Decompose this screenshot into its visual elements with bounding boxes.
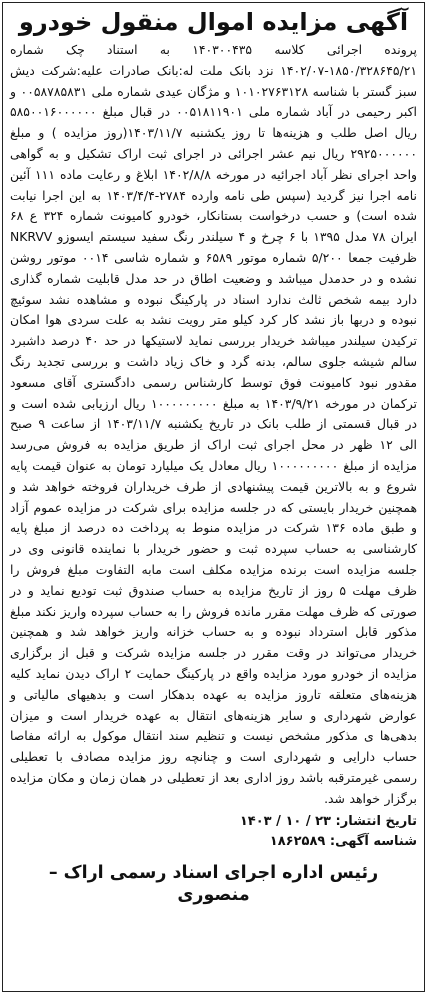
ad-id: شناسه آگهی: ۱۸۶۲۵۸۹ [269, 834, 417, 850]
notice-frame [2, 2, 425, 992]
signature-line: رئیس اداره اجرای اسناد رسمی اراک – منصوری [48, 863, 379, 906]
notice-body: پرونده اجرائی کلاسه ۱۴۰۳۰۰۴۳۵ به استناد چک شماره ۱۸۵۰/۳۲۸۶۴۵/۲۱-۱۴۰۲/۰۷ نزد بانک ملت له:بانک صادرات علیه:شرکت دیش سبز گستر با شناسه ۱۰۱۰۲۷۶۳۱۲۸ و مژگان عیدی شماره ملی ۰۰۵۸۷۸۵۸۳۱ و اکبر رحیمی در آباد شماره ملی ۰۰۵۱۸۱۱۹۰۱ در قبال مبلغ ۵۸۵۰۰۱۶۰۰۰۰۰۰ ریال اصل طلب و هزینه‌ها تا روز یکشنبه ۱۴۰۳/۱۱/۷(روز مزایده ) و مبلغ ۲۹۲۵۰۰۰۰۰۰ ریال نیم عشر اجرائی در اجرای ثبت اراک تشکیل و به گواهی واحد اجرای نظر آباد اجرائیه در مورخه ۱۴۰۲/۸/۸ ابلاغ و رعایت ماده ۱۱۱ آئین نامه اجرا نیز گردید (سپس طی نامه وارده ۲۷۸۴-۱۴۰۳/۴/۴ به این اجرا نیابت شده است) و حسب درخواست بستانکار، خودرو کامیونت شماره ۳۲۴ ع ۶۸ ایران ۷۸ مدل ۱۳۹۵ با ۶ چرخ و ۴ سیلندر رنگ سفید سیستم ایسوزو NKRVV ظرفیت جمعا ۵/۲۰۰ شماره موتور ۶۵۸۹ و شماره شاسی ۰۰۱۴ موتور روشن نشده و در حدمدل میباشد و وضعیت اطاق در حد مدل قابلیت شماره گذاری دارد بیمه شخص ثالث ندارد اسناد در پارکینگ نبوده و مشاهده نشد سوئیچ نبوده و دربها باز نشد کار کرد کیلو متر رویت نشد به علت سردی هوا امکان ترکیدن سیلندر میباشد خریدار بررسی نماید لاستیکها در حد ۴۰ درصد داشبرد سالم شیشه جلوی سالم، بدنه گرد و خاک زیاد داشت و بررسی تجدید رنگ مقدور نبود کامیونت فوق توسط کارشناس رسمی دادگستری آقای مسعود ترکمان در مورخه ۱۴۰۳/۹/۲۱ به مبلغ ۱۰۰۰۰۰۰۰۰۰ ریال ارزیابی شده است و در قبال قسمتی از طلب بانک در تاریخ یکشنبه ۱۴۰۳/۱۱/۷ از ساعت ۹ صبح الی ۱۲ ظهر در محل اجرای ثبت اراک از طریق مزایده به فروش می‌رسد مزایده از مبلغ ۱۰۰۰۰۰۰۰۰۰ ریال معادل یک میلیارد تومان به عنوان قیمت پایه شروع و به بالاترین قیمت پیشنهادی از طرف خریداران فروخته خواهد شد و همچنین خریدار بایستی که در جلسه مزایده برای شرکت در مزایده عموم آزاد و طبق ماده ۱۳۶ شرکت در مزایده منوط به پرداخت ده درصد از مبلغ پایه کارشناسی به حساب سپرده ثبت و حضور خریدار با نماینده قانونی وی در جلسه مزایده است برنده مزایده مکلف است مابه التفاوت مبلغ فروش را ظرف مهلت ۵ روز از تاریخ مزایده به حساب صندوق ثبت تودیع نماید و در صورتی که ظرف مهلت مقرر مانده فروش را به حساب سپرده واریز نکند مبلغ مذکور قابل استرداد نبوده و به حساب خزانه واریز خواهد شد و همچنین خریدار می‌تواند در وقت مقرر در جلسه مزایده شرکت و قبل از برگزاری مزایده از خودرو مورد مزایده واقع در پارکینگ حمایت ۲ اراک دیدن نماید کلیه هزینه‌های متعلقه تاروز مزایده به عهده بدهکار است و بدهیهای مالیاتی و عوارض شهرداری و سایر هزینه‌های انتقال به عهده خریدار است و میزان بدهی‌ها ی مذکور مشخص نیست و تنظیم سند انتقال موکول به ارائه مفاصا حساب دارایی و شهرداری است و چنانچه روز مزایده مصادف با تعطیلی رسمی غیرمترقبه باشد روز اداری بعد از تعطیلی در همان زمان و مکان مزایده برگزار خواهد شد. [10, 42, 418, 806]
publish-date: تاریخ انتشار: ۲۳ / ۱۰ / ۱۴۰۳ [239, 814, 417, 830]
notice-meta [10, 812, 417, 852]
notice-title: آگهی مزایده اموال منقول خودرو [18, 8, 409, 36]
